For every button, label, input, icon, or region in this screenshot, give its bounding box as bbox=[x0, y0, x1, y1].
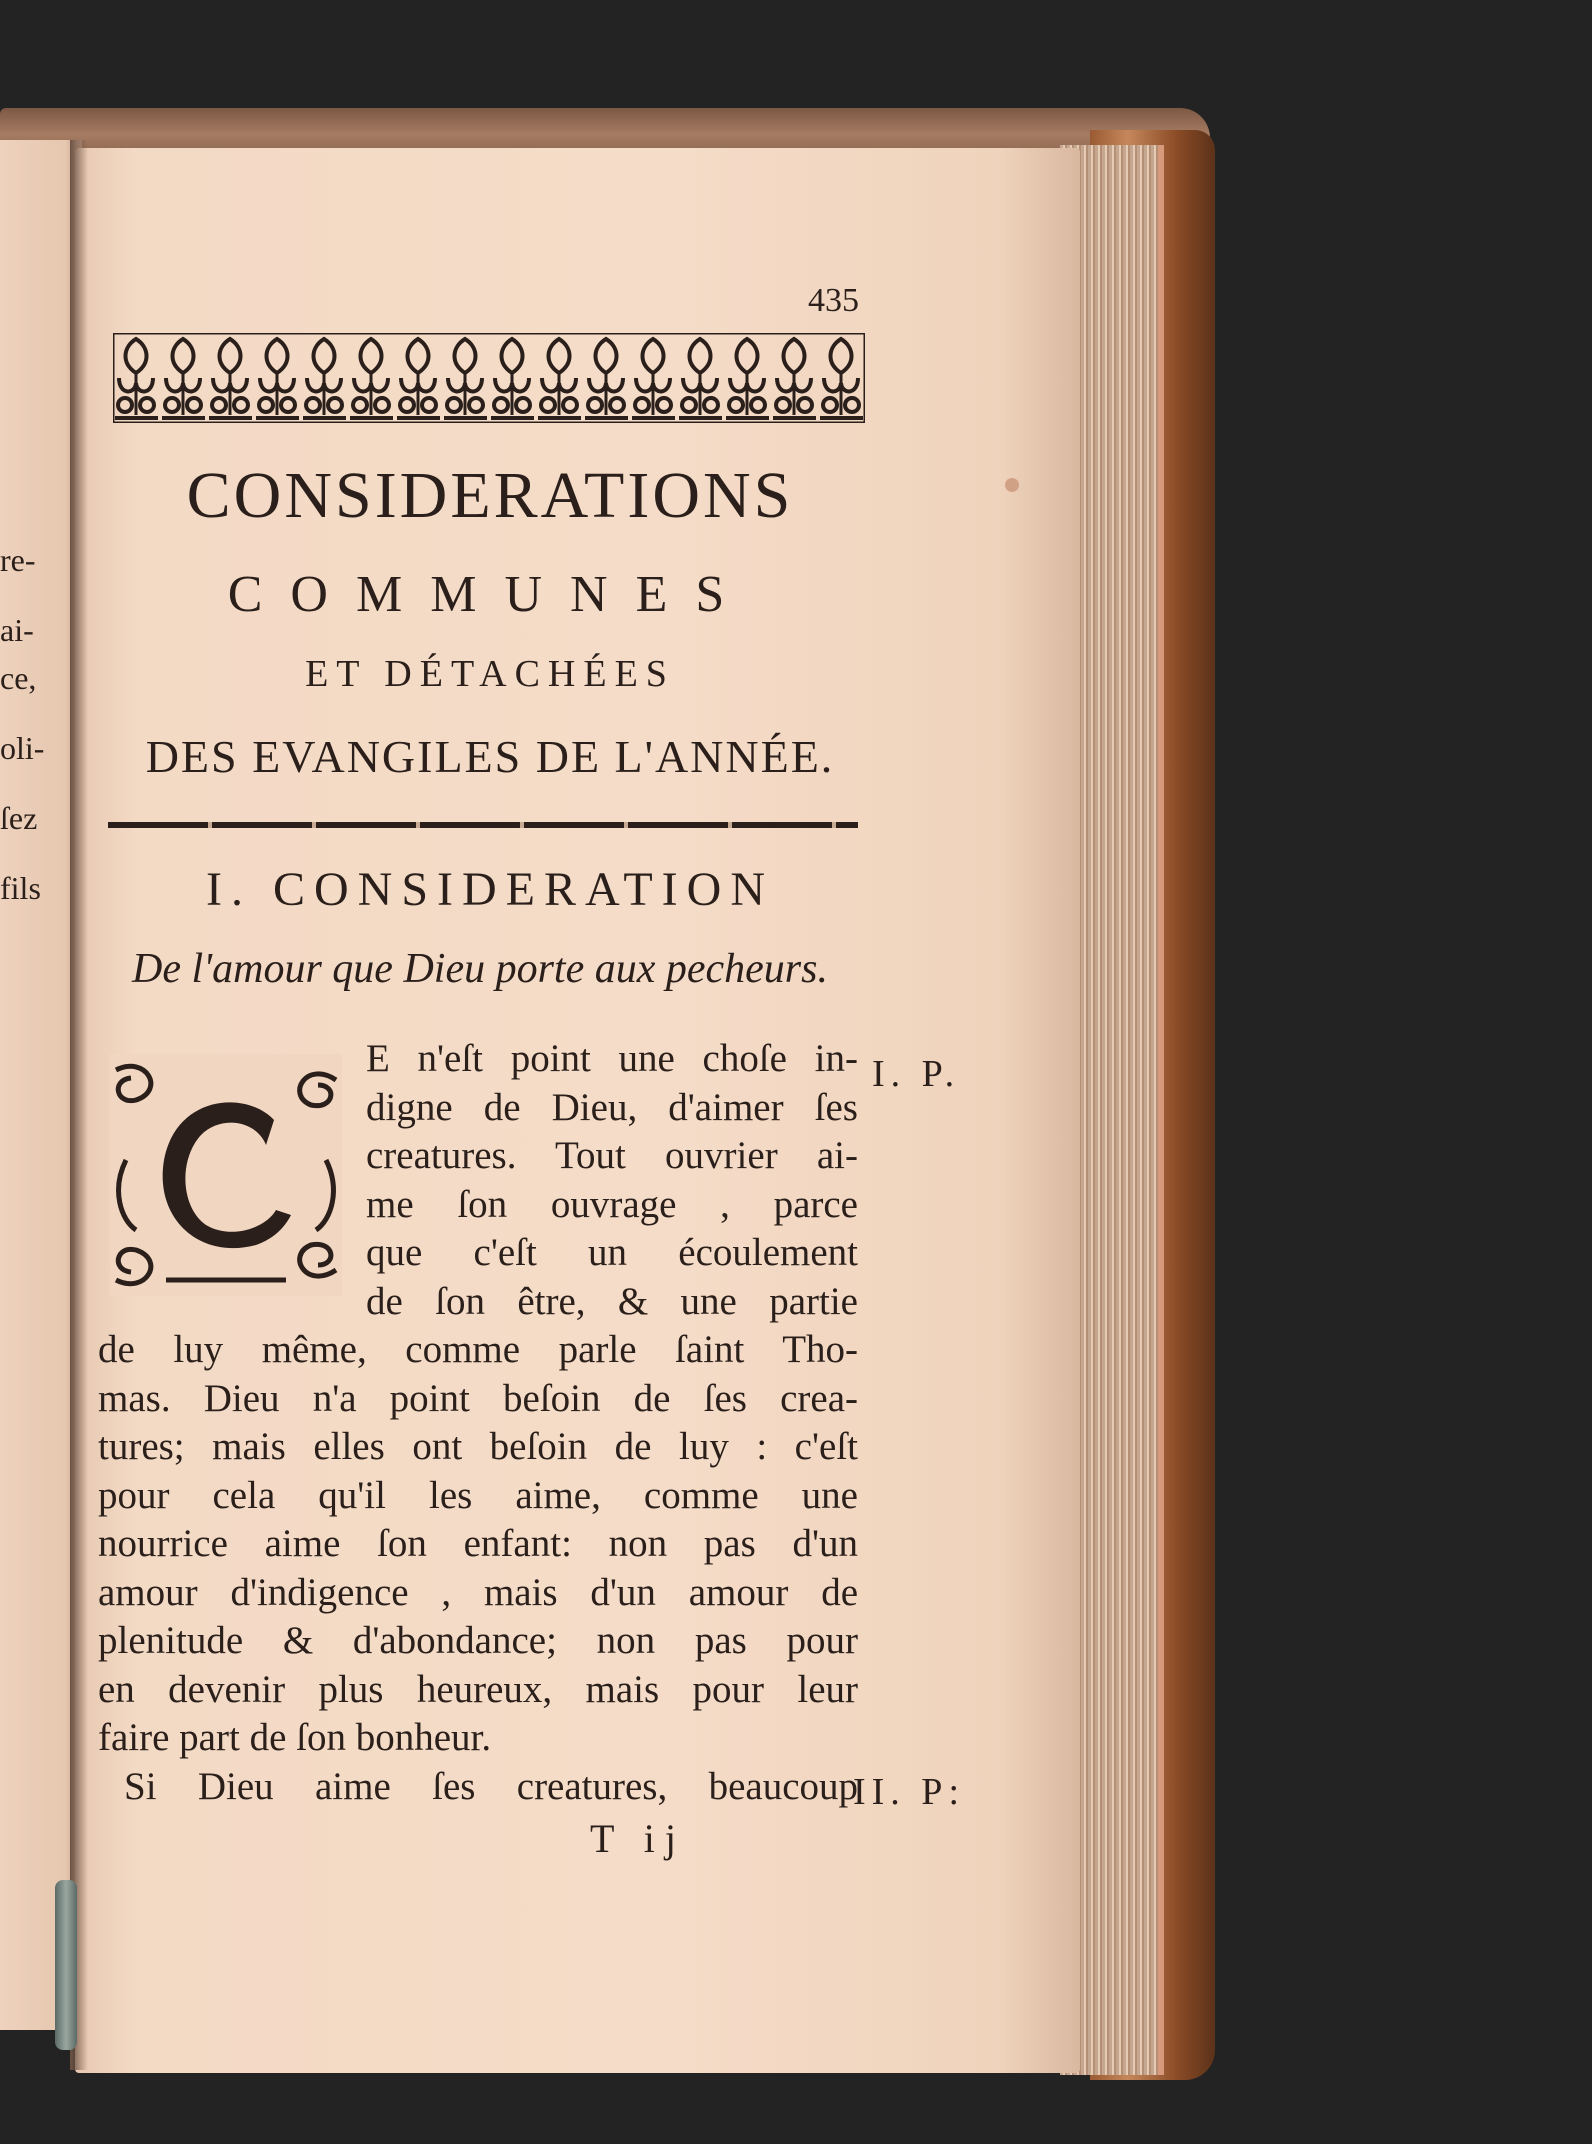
text-line: de luy même, comme parle ſaint Tho- bbox=[98, 1328, 858, 1371]
title-line-2: COMMUNES bbox=[227, 566, 753, 623]
text-line: digne de Dieu, d'aimer ſes bbox=[366, 1085, 858, 1129]
text-line: nourrice aime ſon enfant: non pas d'un bbox=[98, 1522, 858, 1565]
title-line-1: CONSIDERATIONS bbox=[186, 459, 794, 532]
text-line: pour cela qu'il les aime, comme une bbox=[98, 1473, 858, 1517]
text-line: me ſon ouvrage , parce bbox=[366, 1182, 858, 1226]
body-text bbox=[98, 1035, 858, 1811]
text-line: E n'eſt point une choſe in- bbox=[366, 1037, 858, 1080]
paper-stain bbox=[1005, 478, 1019, 492]
section-heading: I. CONSIDERATION bbox=[206, 863, 774, 916]
margin-note: II. P: bbox=[853, 1771, 965, 1813]
binding-clasp bbox=[55, 1880, 77, 2050]
text-line: creatures. Tout ouvrier ai- bbox=[366, 1134, 858, 1177]
section-subheading: De l'amour que Dieu porte aux pecheurs. bbox=[132, 946, 828, 992]
text-line: en devenir plus heureux, mais pour leur bbox=[98, 1667, 858, 1711]
text-line: amour d'indigence , mais d'un amour de bbox=[98, 1570, 858, 1614]
text-line: plenitude & d'abondance; non pas pour bbox=[98, 1619, 858, 1662]
facing-fragment: oli- bbox=[0, 730, 45, 766]
facing-fragment: fils bbox=[0, 870, 41, 906]
drop-cap-letter: C bbox=[212, 1164, 240, 1209]
text-line: de ſon être, & une partie bbox=[366, 1279, 858, 1323]
text-line: faire part de ſon bonheur. bbox=[98, 1716, 492, 1759]
text-line: tures; mais elles ont beſoin de luy : c'eſt bbox=[98, 1425, 858, 1468]
facing-fragment: ce, bbox=[0, 660, 37, 696]
facing-fragment: ſez bbox=[0, 800, 38, 836]
title-rule bbox=[108, 822, 858, 828]
facing-fragment: ai- bbox=[0, 612, 34, 648]
spine-gutter bbox=[70, 140, 88, 2070]
signature-mark: T ij bbox=[590, 1816, 686, 1861]
title-line-3: ET DÉTACHÉES bbox=[305, 653, 675, 695]
facing-page-text bbox=[0, 525, 80, 923]
text-line: que c'eſt un écoulement bbox=[366, 1231, 858, 1274]
text-line: Si Dieu aime ſes creatures, beaucoup bbox=[124, 1764, 858, 1808]
ornamental-headpiece bbox=[113, 333, 865, 423]
facing-fragment: re- bbox=[0, 542, 36, 578]
page-number: 435 bbox=[808, 282, 859, 319]
text-line: mas. Dieu n'a point beſoin de ſes crea- bbox=[98, 1376, 858, 1420]
margin-note: I. P. bbox=[872, 1053, 961, 1095]
title-line-4: DES EVANGILES DE L'ANNÉE. bbox=[145, 731, 835, 782]
